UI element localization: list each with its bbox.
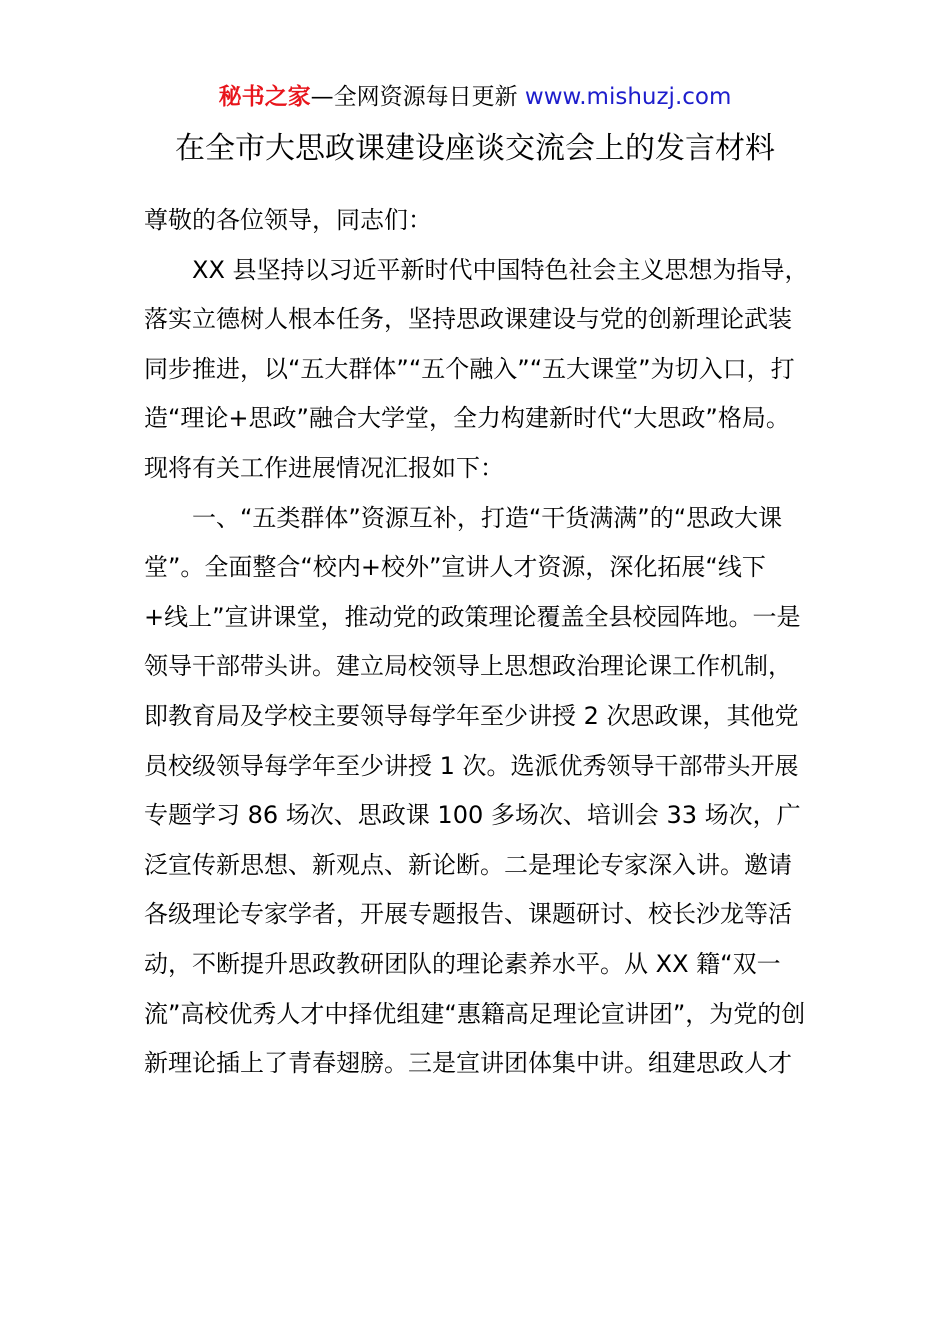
document-body	[144, 196, 809, 1089]
document-title: 在全市大思政课建设座谈交流会上的发言材料	[175, 131, 775, 166]
site-url-link[interactable]: www.mishuzj.com	[524, 84, 732, 110]
site-brand: 秘书之家	[218, 84, 311, 110]
salutation: 尊敬的各位领导，同志们：	[144, 206, 432, 234]
paragraph-section-one: 一、“五类群体”资源互补，打造“干货满满”的“思政大课堂”。全面整合“校内+校外”宣讲人才资源，深化拓展“线下+线上”宣讲课堂，推动党的政策理论覆盖全县校园阵地。一是领导干部带头讲。建立局校领导上思想政治理论课工作机制，即教育局及学校主要领导每学年至少讲授 2 次思政课，其他党员校级领导每学年至少讲授 1 次。选派优秀领导干部带头开展专题学习 86 场次、思政课 100 多场次、培训会 33 场次，广泛宣传新思想、新观点、新论断。二是理论专家深入讲。邀请各级理论专家学者，开展专题报告、课题研讨、校长沙龙等活动，不断提升思政教研团队的理论素养水平。从 XX 籍“双一流”高校优秀人才中择优组建“惠籍高足理论宣讲团”，为党的创新理论插上了青春翅膀。三是宣讲团体集中讲。组建思政人才	[144, 503, 806, 1078]
paragraph-intro: XX 县坚持以习近平新时代中国特色社会主义思想为指导，落实立德树人根本任务，坚持思政课建设与党的创新理论武装同步推进，以“五大群体”“五个融入”“五大课堂”为切入口，打造“理论+思政”融合大学堂，全力构建新时代“大思政”格局。现将有关工作进展情况汇报如下：	[144, 255, 809, 482]
site-slogan: —全网资源每日更新	[310, 84, 525, 110]
site-header	[0, 82, 950, 112]
